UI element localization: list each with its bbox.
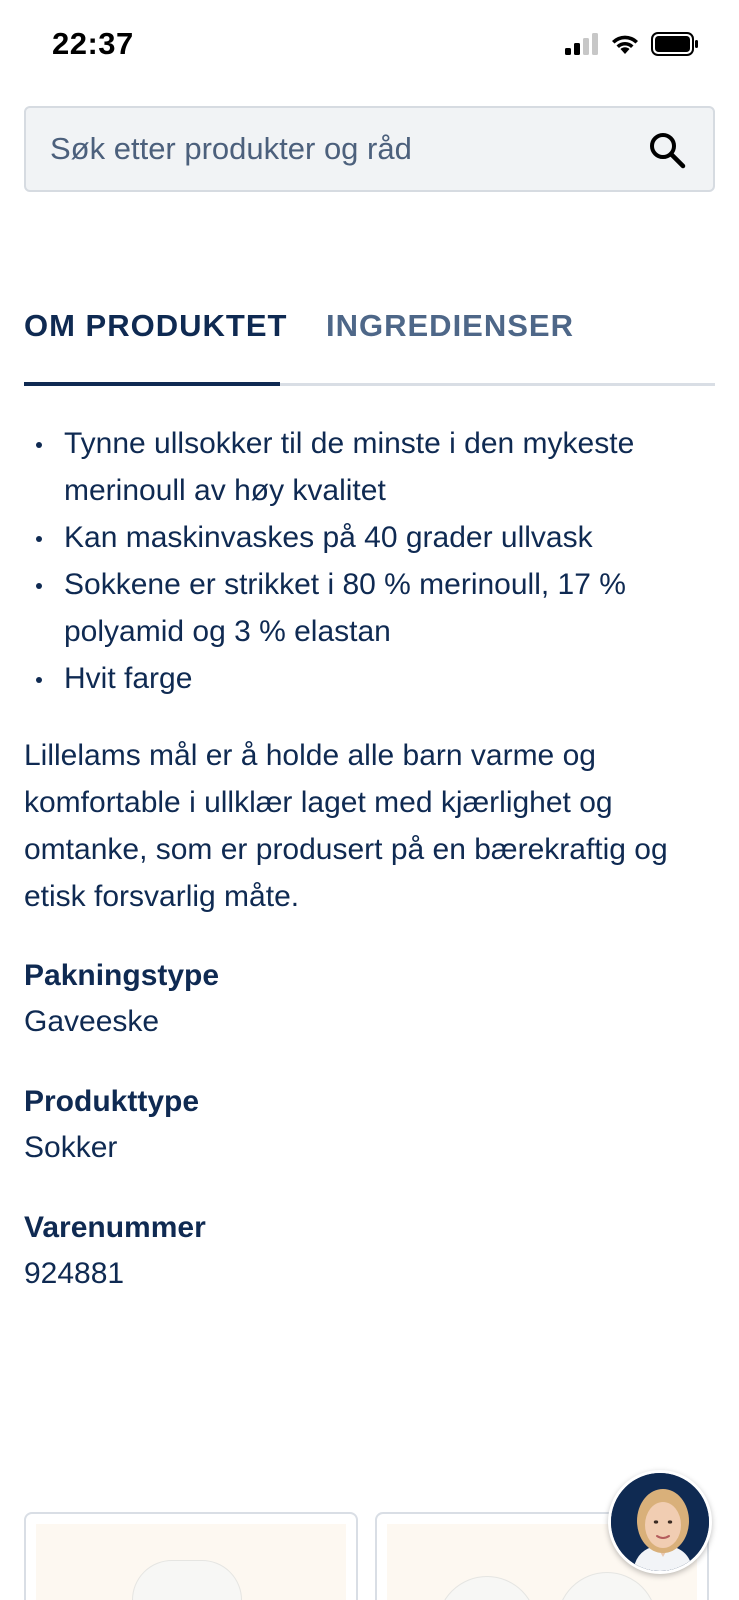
list-item: Kan maskinvaskes på 40 grader ullvask <box>24 514 715 561</box>
status-time: 22:37 <box>52 26 134 61</box>
sock-image <box>557 1572 657 1600</box>
search-bar[interactable] <box>24 106 715 192</box>
product-features-list <box>24 420 715 702</box>
spec-value: 924881 <box>24 1257 125 1290</box>
spec-value: Gaveeske <box>24 1005 160 1038</box>
related-product-card[interactable] <box>24 1512 358 1600</box>
battery-icon <box>651 32 699 56</box>
sock-image <box>437 1576 537 1600</box>
spec-value: Sokker <box>24 1131 118 1164</box>
spec-produkttype <box>24 1080 715 1171</box>
spec-label: Varenummer <box>24 1211 206 1244</box>
chat-advisor-avatar[interactable] <box>608 1470 712 1574</box>
tab-om-produktet[interactable]: OM PRODUKTET <box>24 308 288 343</box>
sock-image <box>132 1560 242 1600</box>
active-tab-indicator <box>24 382 280 386</box>
product-description: Lillelams mål er å holde alle barn varme og komfortable i ullklær laget med kjærlighet og omtanke, som er produsert på en bærekraftig og etisk forsvarlig måte. <box>24 739 668 913</box>
spec-label: Produkttype <box>24 1085 200 1118</box>
wifi-icon <box>609 32 641 56</box>
tab-ingredienser[interactable]: INGREDIENSER <box>326 308 574 343</box>
list-item: Tynne ullsokker til de minste i den mykeste merinoull av høy kvalitet <box>24 420 715 514</box>
spec-varenummer <box>24 1206 715 1297</box>
cellular-signal-icon <box>565 33 599 55</box>
product-image <box>36 1524 346 1600</box>
product-tabs <box>24 300 715 386</box>
spec-pakningstype <box>24 954 715 1045</box>
status-bar <box>0 0 739 92</box>
list-item: Hvit farge <box>24 655 715 702</box>
search-input[interactable] <box>50 108 630 190</box>
search-icon[interactable] <box>647 130 687 170</box>
status-icons <box>565 32 699 56</box>
spec-label: Pakningstype <box>24 959 220 992</box>
list-item: Sokkene er strikket i 80 % merinoull, 17 % polyamid og 3 % elastan <box>24 561 715 655</box>
